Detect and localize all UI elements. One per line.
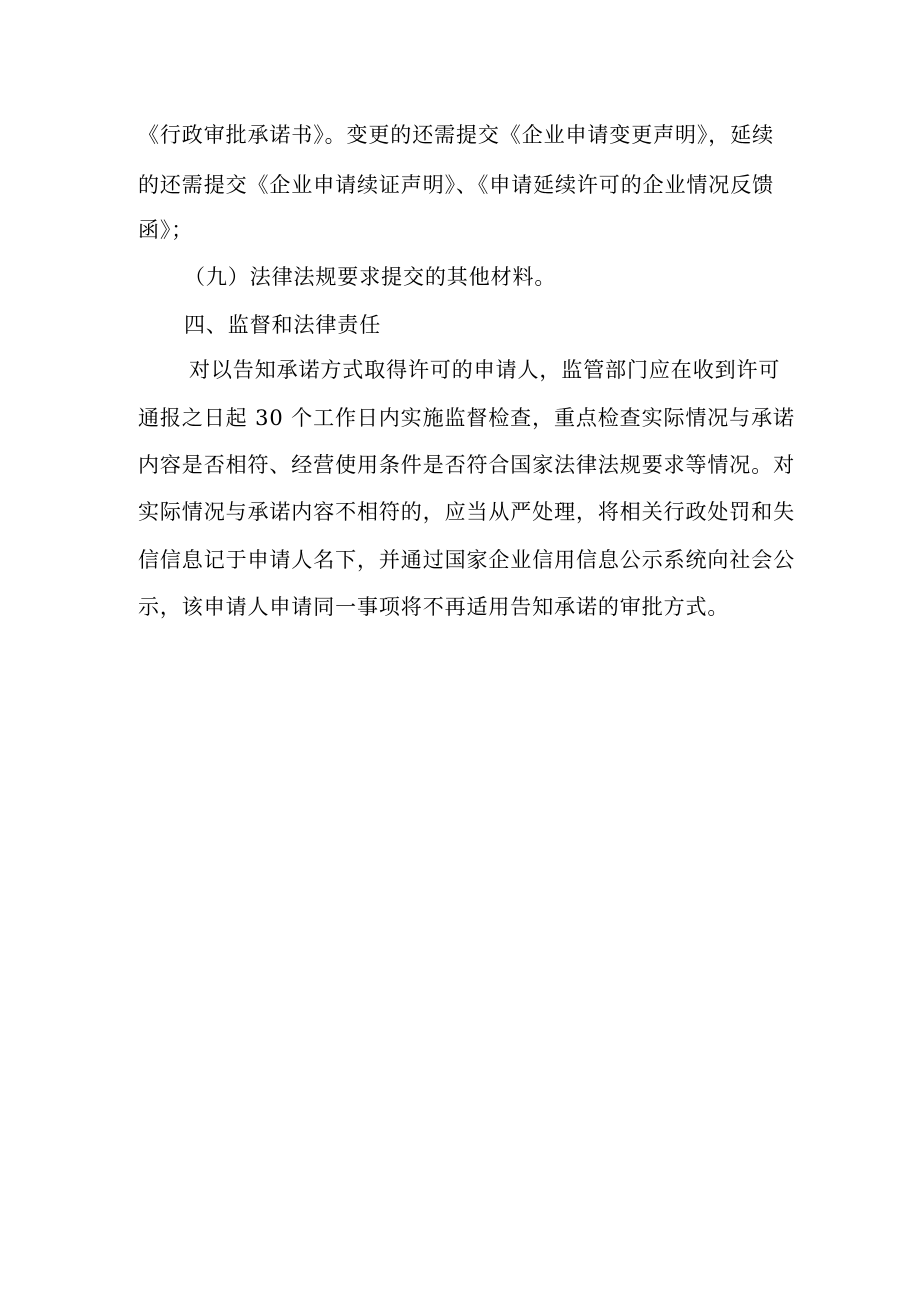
supervision-line-5: 信信息记于申请人名下，并通过国家企业信用信息公示系统向社会公 [138, 548, 795, 572]
supervision-line-3: 内容是否相符、经营使用条件是否符合国家法律法规要求等情况。对 [138, 453, 795, 477]
item-nine: （九）法律法规要求提交的其他材料。 [184, 265, 557, 289]
continuation-line-2: 的还需提交《企业申请续证声明》、《申请延续许可的企业情况反馈 [138, 173, 774, 197]
continuation-line-3: 函》； [138, 218, 194, 242]
supervision-line-4: 实际情况与承诺内容不相符的，应当从严处理，将相关行政处罚和失 [138, 500, 795, 524]
section-four-heading: 四、监督和法律责任 [184, 313, 382, 337]
continuation-line-1: 《行政审批承诺书》。变更的还需提交《企业申请变更声明》，延续 [138, 123, 774, 147]
supervision-line-6: 示，该申请人申请同一事项将不再适用告知承诺的审批方式。 [138, 595, 730, 619]
supervision-line-1: 对以告知承诺方式取得许可的申请人，监管部门应在收到许可 [189, 358, 781, 382]
supervision-line-2: 通报之日起 30 个工作日内实施监督检查，重点检查实际情况与承诺 [138, 406, 795, 430]
